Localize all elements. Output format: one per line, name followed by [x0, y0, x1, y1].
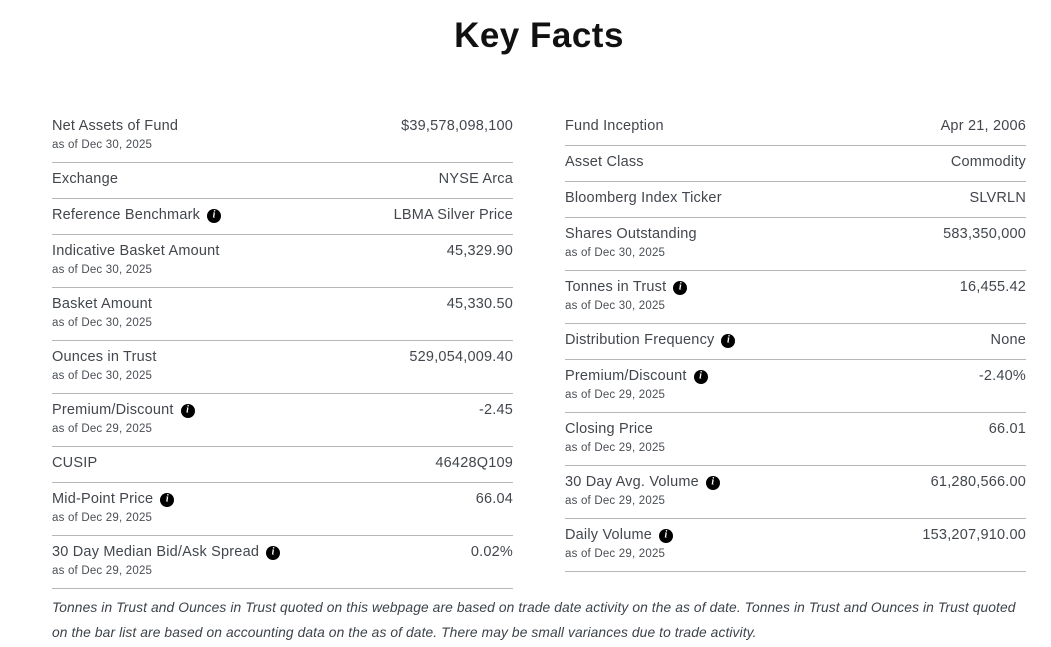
fact-row-asset-class: [565, 146, 1026, 182]
fact-label: Net Assets of Fund: [52, 118, 179, 134]
fact-row-distribution-frequency: [565, 324, 1026, 360]
fact-asof: as of Dec 29, 2025: [565, 442, 666, 454]
fact-value: 529,054,009.40: [409, 349, 513, 365]
fact-label: Mid-Point Price: [52, 491, 154, 507]
fact-asof: as of Dec 29, 2025: [52, 565, 153, 577]
fact-value: NYSE Arca: [438, 171, 513, 187]
fact-value: LBMA Silver Price: [393, 207, 513, 223]
fact-value: 46428Q109: [435, 455, 513, 471]
fact-asof: as of Dec 30, 2025: [52, 317, 153, 329]
fact-value: $39,578,098,100: [401, 118, 513, 134]
fact-label: Reference Benchmark: [52, 207, 201, 223]
fact-row-daily-volume: [565, 519, 1026, 572]
fact-row-mid-point-price: [52, 483, 513, 536]
fact-asof: as of Dec 30, 2025: [565, 247, 666, 259]
fact-value: 45,330.50: [446, 296, 513, 312]
fact-value: -2.40%: [978, 368, 1026, 384]
fact-label: Daily Volume: [565, 527, 653, 543]
fact-row-cusip: [52, 447, 513, 483]
fact-label: 30 Day Median Bid/Ask Spread: [52, 544, 260, 560]
fact-asof: as of Dec 29, 2025: [565, 389, 666, 401]
fact-row-basket-amount: [52, 288, 513, 341]
fact-asof: as of Dec 29, 2025: [565, 548, 666, 560]
fact-row-shares-outstanding: [565, 218, 1026, 271]
fact-row-premium-discount-left: [52, 394, 513, 447]
fact-asof: as of Dec 29, 2025: [52, 512, 153, 524]
fact-value: 66.01: [988, 421, 1026, 437]
fact-value: None: [990, 332, 1026, 348]
fact-asof: as of Dec 30, 2025: [52, 370, 153, 382]
info-icon[interactable]: i: [207, 209, 221, 223]
fact-value: 16,455.42: [959, 279, 1026, 295]
fact-value: 0.02%: [470, 544, 513, 560]
fact-row-reference-benchmark: [52, 199, 513, 235]
key-facts-column-right: [565, 110, 1026, 572]
fact-row-net-assets: [52, 110, 513, 163]
info-icon[interactable]: i: [673, 281, 687, 295]
info-icon[interactable]: i: [659, 529, 673, 543]
fact-label: Tonnes in Trust: [565, 279, 667, 295]
fact-asof: as of Dec 30, 2025: [52, 139, 153, 151]
fact-value: 66.04: [475, 491, 513, 507]
fact-row-tonnes-in-trust: [565, 271, 1026, 324]
fact-row-exchange: [52, 163, 513, 199]
fact-label: Indicative Basket Amount: [52, 243, 220, 259]
fact-asof: as of Dec 29, 2025: [565, 495, 666, 507]
fact-label: Shares Outstanding: [565, 226, 697, 242]
fact-label: Premium/Discount: [565, 368, 687, 384]
fact-label: CUSIP: [52, 455, 98, 471]
fact-label: Bloomberg Index Ticker: [565, 190, 722, 206]
page-title: Key Facts: [454, 16, 624, 55]
fact-value: SLVRLN: [969, 190, 1026, 206]
fact-label: Fund Inception: [565, 118, 664, 134]
info-icon[interactable]: i: [721, 334, 735, 348]
fact-row-indicative-basket-amount: [52, 235, 513, 288]
key-facts-columns: [52, 110, 1026, 589]
fact-value: Commodity: [950, 154, 1026, 170]
fact-asof: as of Dec 30, 2025: [565, 300, 666, 312]
fact-asof: as of Dec 30, 2025: [52, 264, 153, 276]
fact-label: Distribution Frequency: [565, 332, 715, 348]
fact-label: Basket Amount: [52, 296, 153, 312]
footnote-text: Tonnes in Trust and Ounces in Trust quoted on this webpage are based on trade date activity on the as of date. Tonnes in Trust and Ounces in Trust quoted on the bar list are based on accounting data on the as of date. There may be small variances due to trade activity.: [52, 600, 1016, 640]
fact-value: 153,207,910.00: [922, 527, 1026, 543]
fact-row-ounces-in-trust: [52, 341, 513, 394]
info-icon[interactable]: i: [160, 493, 174, 507]
fact-label: Premium/Discount: [52, 402, 174, 418]
fact-row-closing-price: [565, 413, 1026, 466]
fact-label: Ounces in Trust: [52, 349, 157, 365]
fact-label: Asset Class: [565, 154, 644, 170]
info-icon[interactable]: i: [181, 404, 195, 418]
fact-row-30-day-avg-volume: [565, 466, 1026, 519]
fact-row-bloomberg-index-ticker: [565, 182, 1026, 218]
info-icon[interactable]: i: [694, 370, 708, 384]
info-icon[interactable]: i: [706, 476, 720, 490]
fact-value: 583,350,000: [943, 226, 1026, 242]
fact-label: Closing Price: [565, 421, 654, 437]
key-facts-section: [52, 16, 1026, 645]
fact-row-fund-inception: [565, 110, 1026, 146]
key-facts-column-left: [52, 110, 513, 589]
fact-label: 30 Day Avg. Volume: [565, 474, 699, 490]
info-icon[interactable]: i: [266, 546, 280, 560]
fact-value: Apr 21, 2006: [940, 118, 1026, 134]
fact-value: 45,329.90: [446, 243, 513, 259]
fact-asof: as of Dec 29, 2025: [52, 423, 153, 435]
fact-value: 61,280,566.00: [930, 474, 1026, 490]
fact-row-median-bid-ask-spread: [52, 536, 513, 589]
fact-label: Exchange: [52, 171, 119, 187]
fact-value: -2.45: [478, 402, 513, 418]
fact-row-premium-discount-right: [565, 360, 1026, 413]
